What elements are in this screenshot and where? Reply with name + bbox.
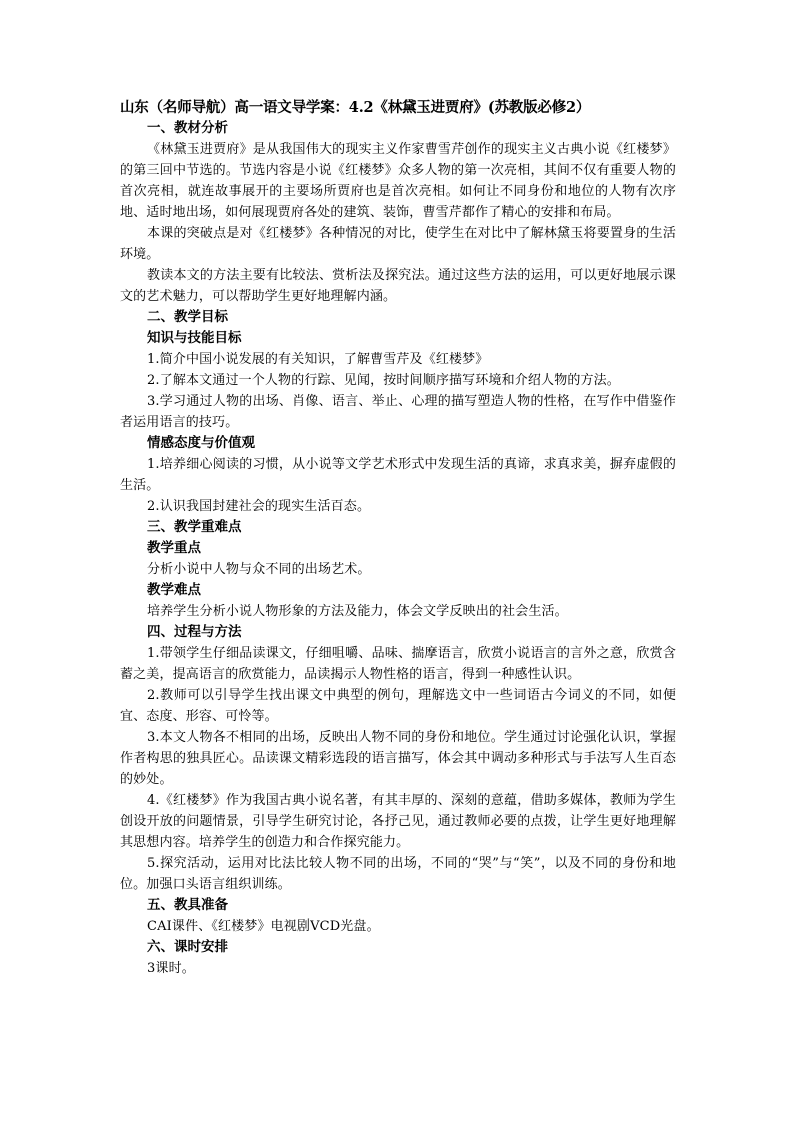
list-item: 1.带领学生仔细品读课文，仔细咀嚼、品味、揣摩语言，欣赏小说语言的言外之意，欣赏含蓄之美，提高语言的欣赏能力，品读揭示人物性格的语言，得到一种感性认识。 xyxy=(120,646,676,682)
list-item: 4.《红楼梦》作为我国古典小说名著，有其丰厚的、深刻的意蕴，借助多媒体，教师为学生创设开放的问题情景，引导学生研究讨论，各抒己见，通过教师必要的点拨，让学生更好地理解其思想内容。培养学生的创造力和合作探究能力。 xyxy=(120,793,676,850)
list-item: 1.培养细心阅读的习惯，从小说等文学艺术形式中发现生活的真谛，求真求美，摒弃虚假的生活。 xyxy=(120,457,676,493)
paragraph: 教读本文的方法主要有比较法、赏析法及探究法。通过这些方法的运用，可以更好地展示课文的艺术魅力，可以帮助学生更好地理解内涵。 xyxy=(120,268,676,304)
list-item: 3.本文人物各不相同的出场，反映出人物不同的身份和地位。学生通过讨论强化认识，掌握作者构思的独具匠心。品读课文精彩选段的语言描写，体会其中调动多种形式与手法写人生百态的妙处。 xyxy=(120,730,676,787)
paragraph: 《林黛玉进贾府》是从我国伟大的现实主义作家曹雪芹创作的现实主义古典小说《红楼梦》的第三回中节选的。节选内容是小说《红楼梦》众多人物的第一次亮相，其间不仅有重要人物的首次亮相，就连故事展开的主要场所贾府也是首次亮相。如何让不同身份和地位的人物有次序地、适时地出场，如何展现贾府各处的建筑、装饰，曹雪芹都作了精心的安排和布局。 xyxy=(120,142,676,220)
section-heading-key-points: 三、教学重难点 xyxy=(147,519,242,535)
paragraph: 培养学生分析小说人物形象的方法及能力，体会文学反映出的社会生活。 xyxy=(147,604,568,619)
list-item: 3.学习通过人物的出场、肖像、语言、举止、心理的描写塑造人物的性格，在写作中借鉴作者运用语言的技巧。 xyxy=(120,394,676,430)
section-heading-process-methods: 四、过程与方法 xyxy=(147,624,242,640)
list-item: 1.简介中国小说发展的有关知识，了解曹雪芹及《红楼梦》 xyxy=(147,352,489,367)
section-heading-materials: 一、教材分析 xyxy=(147,120,228,136)
list-item: 2.了解本文通过一个人物的行踪、见闻，按时间顺序描写环境和介绍人物的方法。 xyxy=(147,373,620,388)
paragraph: 3课时。 xyxy=(147,961,195,976)
section-heading-objectives: 二、教学目标 xyxy=(147,309,228,325)
list-item: 2.教师可以引导学生找出课文中典型的例句，理解选文中一些词语古今词义的不同，如便宜、态度、形容、可怜等。 xyxy=(120,688,676,724)
section-heading-teaching-aids: 五、教具准备 xyxy=(147,897,228,913)
subheading-knowledge-skills: 知识与技能目标 xyxy=(147,330,242,346)
subheading-key-point: 教学重点 xyxy=(147,540,201,556)
document-title: 山东（名师导航）高一语文导学案：4.2《林黛玉进贾府》(苏教版必修2） xyxy=(120,99,591,116)
list-item: 5.探究活动，运用对比法比较人物不同的出场，不同的“哭”与“笑”，以及不同的身份和地位。加强口头语言组织训练。 xyxy=(120,856,676,892)
section-heading-schedule: 六、课时安排 xyxy=(147,939,228,955)
paragraph: 本课的突破点是对《红楼梦》各种情况的对比，使学生在对比中了解林黛玉将要置身的生活环境。 xyxy=(120,226,676,262)
document-body xyxy=(120,97,676,979)
subheading-attitudes-values: 情感态度与价值观 xyxy=(147,435,255,451)
list-item: 2.认识我国封建社会的现实生活百态。 xyxy=(147,499,371,514)
paragraph: 分析小说中人物与众不同的出场艺术。 xyxy=(147,562,371,577)
subheading-difficulty: 教学难点 xyxy=(147,582,201,598)
paragraph: CAI课件、《红楼梦》电视剧VCD光盘。 xyxy=(147,919,380,934)
